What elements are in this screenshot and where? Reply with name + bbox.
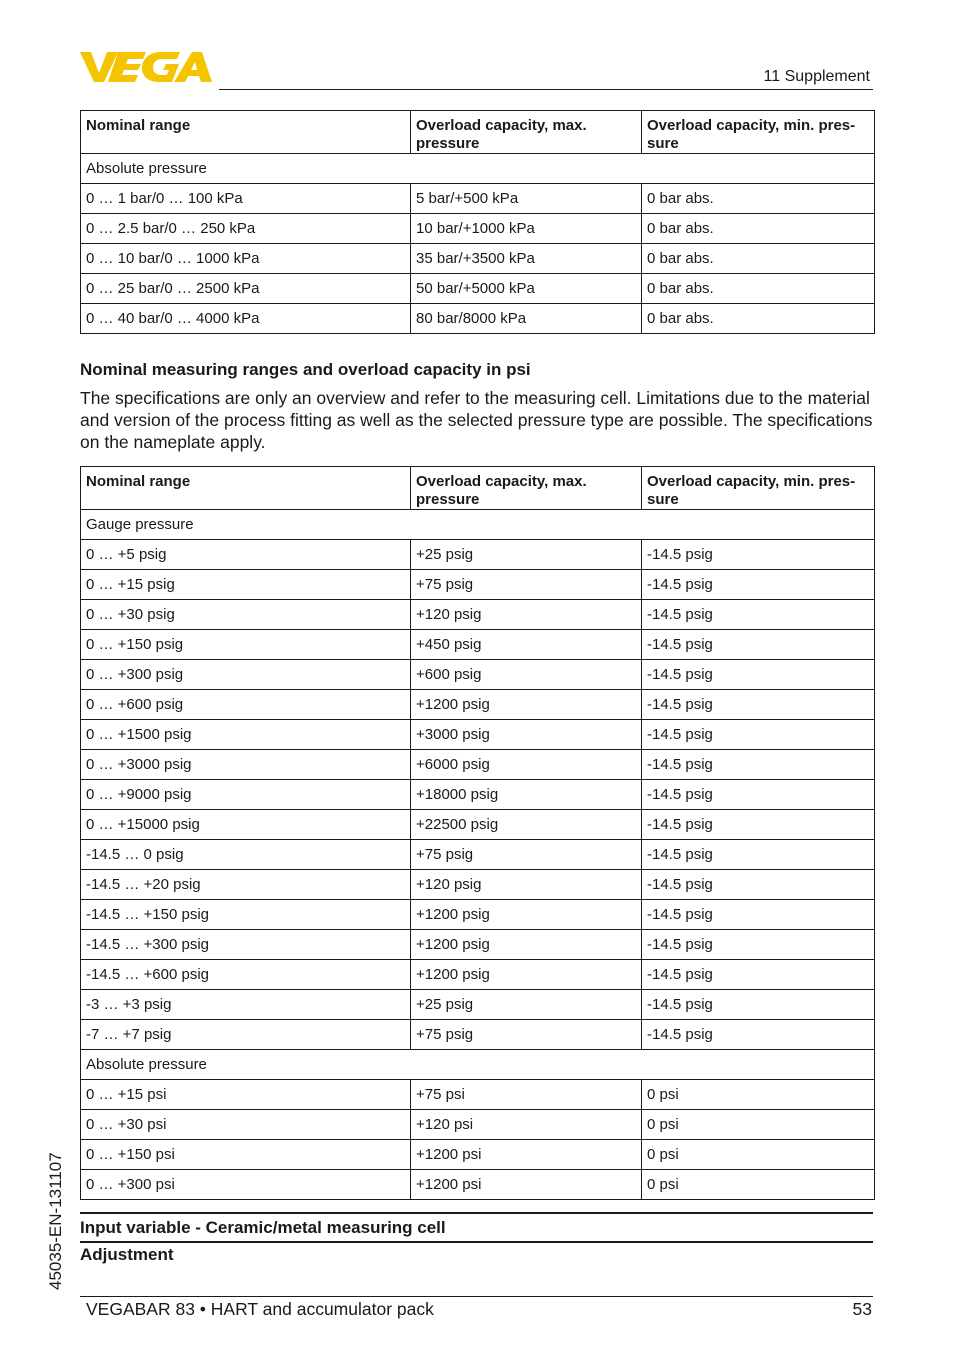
group-row	[81, 510, 875, 540]
subsection-heading-adjustment: Adjustment	[80, 1245, 174, 1264]
table-cell: -14.5 psig	[642, 780, 875, 810]
table-row	[81, 1080, 875, 1110]
table-cell: -14.5 psig	[642, 570, 875, 600]
table-cell: -14.5 psig	[642, 930, 875, 960]
table-cell: 0 bar abs.	[642, 184, 875, 214]
group-row	[81, 1050, 875, 1080]
table-cell: 0 … 1 bar/0 … 100 kPa	[81, 184, 411, 214]
table-cell: -14.5 … 0 psig	[81, 840, 411, 870]
table-cell: 0 … +1500 psig	[81, 720, 411, 750]
table-cell: -7 … +7 psig	[81, 1020, 411, 1050]
table-cell: +18000 psig	[411, 780, 642, 810]
table-cell: +1200 psig	[411, 930, 642, 960]
table-row	[81, 930, 875, 960]
table-cell: 0 … 2.5 bar/0 … 250 kPa	[81, 214, 411, 244]
table-cell: 0 psi	[642, 1110, 875, 1140]
table-row	[81, 1110, 875, 1140]
table-cell: +1200 psi	[411, 1170, 642, 1200]
section-heading-psi: Nominal measuring ranges and overload capacity in psi	[80, 360, 531, 379]
table-row	[81, 690, 875, 720]
table-row	[81, 1020, 875, 1050]
table-cell: 0 … +150 psi	[81, 1140, 411, 1170]
table-cell: +75 psig	[411, 570, 642, 600]
table-cell: +120 psig	[411, 870, 642, 900]
section-rule	[80, 1212, 873, 1214]
table-cell: 10 bar/+1000 kPa	[411, 214, 642, 244]
table-cell: -14.5 … +600 psig	[81, 960, 411, 990]
table-cell: 0 psi	[642, 1080, 875, 1110]
table-row	[81, 274, 875, 304]
table-row	[81, 720, 875, 750]
table-row	[81, 630, 875, 660]
table-row	[81, 214, 875, 244]
table-cell: 0 … +3000 psig	[81, 750, 411, 780]
document-id: 45035-EN-131107	[46, 1152, 65, 1290]
table-row	[81, 960, 875, 990]
table-cell: 0 … +600 psig	[81, 690, 411, 720]
table-cell: -14.5 psig	[642, 900, 875, 930]
column-header: Overload capacity, max. pressure	[411, 467, 642, 510]
vega-logo	[80, 50, 212, 84]
table-cell: +25 psig	[411, 540, 642, 570]
table-cell: +3000 psig	[411, 720, 642, 750]
table-cell: -14.5 psig	[642, 660, 875, 690]
section-label: 11 Supplement	[763, 68, 870, 85]
table-cell: 0 … 40 bar/0 … 4000 kPa	[81, 304, 411, 334]
table-cell: 5 bar/+500 kPa	[411, 184, 642, 214]
table-cell: +1200 psig	[411, 690, 642, 720]
table-row	[81, 900, 875, 930]
table-cell: 0 bar abs.	[642, 214, 875, 244]
table-cell: -14.5 psig	[642, 990, 875, 1020]
table-cell: -14.5 psig	[642, 690, 875, 720]
table-row	[81, 600, 875, 630]
table-row	[81, 840, 875, 870]
table-header-row	[81, 467, 875, 510]
table-cell: 0 … +300 psi	[81, 1170, 411, 1200]
table-row	[81, 1170, 875, 1200]
table-cell: 0 … +5 psig	[81, 540, 411, 570]
group-label: Absolute pressure	[81, 154, 875, 184]
page-number: 53	[852, 1299, 872, 1319]
table-row	[81, 1140, 875, 1170]
table-cell: -14.5 psig	[642, 810, 875, 840]
footer-rule	[80, 1296, 873, 1297]
table-cell: 80 bar/8000 kPa	[411, 304, 642, 334]
table-cell: -14.5 … +300 psig	[81, 930, 411, 960]
table-cell: 0 … +15 psi	[81, 1080, 411, 1110]
table-cell: +120 psig	[411, 600, 642, 630]
table-cell: +1200 psig	[411, 900, 642, 930]
table-cell: -14.5 psig	[642, 540, 875, 570]
footer-product: VEGABAR 83 • HART and accumulator pack	[86, 1299, 434, 1319]
bar-range-table	[80, 110, 875, 334]
table-cell: -3 … +3 psig	[81, 990, 411, 1020]
header-rule	[219, 89, 873, 90]
table-row	[81, 570, 875, 600]
table-cell: 50 bar/+5000 kPa	[411, 274, 642, 304]
group-label: Gauge pressure	[81, 510, 875, 540]
table-header-row	[81, 111, 875, 154]
table-cell: 0 … +30 psi	[81, 1110, 411, 1140]
table-row	[81, 660, 875, 690]
table-cell: 35 bar/+3500 kPa	[411, 244, 642, 274]
table-cell: -14.5 psig	[642, 600, 875, 630]
table-row	[81, 184, 875, 214]
table-cell: 0 psi	[642, 1170, 875, 1200]
table-cell: 0 … 10 bar/0 … 1000 kPa	[81, 244, 411, 274]
section-heading-input: Input variable - Ceramic/metal measuring cell	[80, 1218, 446, 1237]
table-cell: +75 psi	[411, 1080, 642, 1110]
table-cell: 0 … +150 psig	[81, 630, 411, 660]
table-cell: -14.5 … +20 psig	[81, 870, 411, 900]
table-cell: +6000 psig	[411, 750, 642, 780]
table-cell: -14.5 psig	[642, 960, 875, 990]
table-cell: -14.5 psig	[642, 840, 875, 870]
table-row	[81, 540, 875, 570]
table-cell: 0 … 25 bar/0 … 2500 kPa	[81, 274, 411, 304]
table-row	[81, 780, 875, 810]
psi-range-table	[80, 466, 875, 1200]
table-cell: 0 psi	[642, 1140, 875, 1170]
column-header: Overload capacity, max. pressure	[411, 111, 642, 154]
table-cell: +600 psig	[411, 660, 642, 690]
column-header: Overload capacity, min. pres-sure	[642, 111, 875, 154]
table-cell: 0 … +9000 psig	[81, 780, 411, 810]
intro-paragraph: The specifications are only an overview and refer to the measuring cell. Limitations due to the material and version of the process fitting as well as the selected pressure type are possible. The specifications on the nameplate apply.	[80, 388, 873, 452]
column-header: Overload capacity, min. pres-sure	[642, 467, 875, 510]
table-cell: +120 psi	[411, 1110, 642, 1140]
table-cell: 0 bar abs.	[642, 244, 875, 274]
column-header: Nominal range	[81, 111, 411, 154]
table-cell: -14.5 psig	[642, 720, 875, 750]
section-rule	[80, 1241, 873, 1243]
table-cell: +25 psig	[411, 990, 642, 1020]
table-cell: 0 … +15000 psig	[81, 810, 411, 840]
table-cell: 0 bar abs.	[642, 274, 875, 304]
group-row	[81, 154, 875, 184]
table-cell: +22500 psig	[411, 810, 642, 840]
table-row	[81, 870, 875, 900]
table-cell: +75 psig	[411, 1020, 642, 1050]
table-cell: -14.5 psig	[642, 630, 875, 660]
table-cell: +450 psig	[411, 630, 642, 660]
group-label: Absolute pressure	[81, 1050, 875, 1080]
table-cell: 0 … +30 psig	[81, 600, 411, 630]
table-cell: -14.5 psig	[642, 1020, 875, 1050]
table-cell: 0 … +15 psig	[81, 570, 411, 600]
table-cell: -14.5 … +150 psig	[81, 900, 411, 930]
table-cell: 0 bar abs.	[642, 304, 875, 334]
table-row	[81, 990, 875, 1020]
table-cell: +75 psig	[411, 840, 642, 870]
table-cell: -14.5 psig	[642, 750, 875, 780]
table-row	[81, 304, 875, 334]
table-cell: 0 … +300 psig	[81, 660, 411, 690]
table-row	[81, 244, 875, 274]
table-cell: +1200 psi	[411, 1140, 642, 1170]
column-header: Nominal range	[81, 467, 411, 510]
table-row	[81, 750, 875, 780]
table-cell: -14.5 psig	[642, 870, 875, 900]
table-cell: +1200 psig	[411, 960, 642, 990]
table-row	[81, 810, 875, 840]
